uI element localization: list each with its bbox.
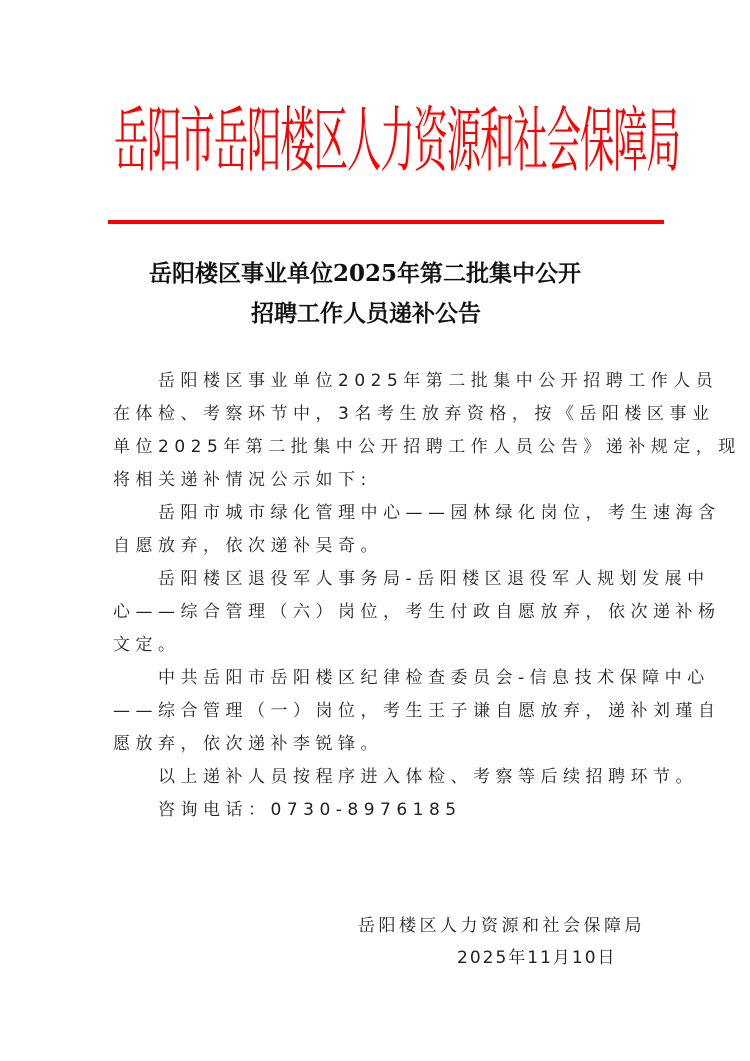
contact-phone-line: 咨询电话：0730-8976185	[158, 800, 462, 820]
body-line: 将相关递补情况公示如下:	[113, 470, 372, 490]
masthead-red-rule	[108, 220, 664, 224]
signature-organization: 岳阳楼区人力资源和社会保障局	[358, 916, 645, 936]
notice-title-line-1: 岳阳楼区事业单位2025年第二批集中公开	[148, 260, 581, 287]
masthead-title: 岳阳市岳阳楼区人力资源和社会保障局	[114, 99, 680, 183]
body-line: 中共岳阳市岳阳楼区纪律检查委员会-信息技术保障中心	[158, 668, 710, 688]
body-line: 岳阳楼区事业单位2025年第二批集中公开招聘工作人员	[158, 371, 719, 391]
body-line: 以上递补人员按程序进入体检、考察等后续招聘环节。	[158, 767, 698, 787]
notice-title-line-2: 招聘工作人员递补公告	[251, 300, 481, 327]
body-line: 文定。	[113, 635, 181, 655]
body-line: ——综合管理（一）岗位，考生王子谦自愿放弃，递补刘瑾自	[113, 701, 721, 721]
body-line: 岳阳楼区退役军人事务局-岳阳楼区退役军人规划发展中	[158, 569, 710, 589]
body-line: 单位2025年第二批集中公开招聘工作人员公告》递补规定，现	[113, 437, 741, 457]
body-line: 愿放弃，依次递补李锐锋。	[113, 734, 383, 754]
body-line: 自愿放弃，依次递补吴奇。	[113, 536, 383, 556]
signature-date: 2025年11月10日	[457, 948, 617, 968]
masthead	[114, 96, 680, 183]
body-line: 心——综合管理（六）岗位，考生付政自愿放弃，依次递补杨	[113, 602, 721, 622]
body-line: 岳阳市城市绿化管理中心——园林绿化岗位，考生速海含	[158, 503, 721, 523]
body-line: 在体检、考察环节中，3名考生放弃资格，按《岳阳楼区事业	[113, 404, 715, 424]
